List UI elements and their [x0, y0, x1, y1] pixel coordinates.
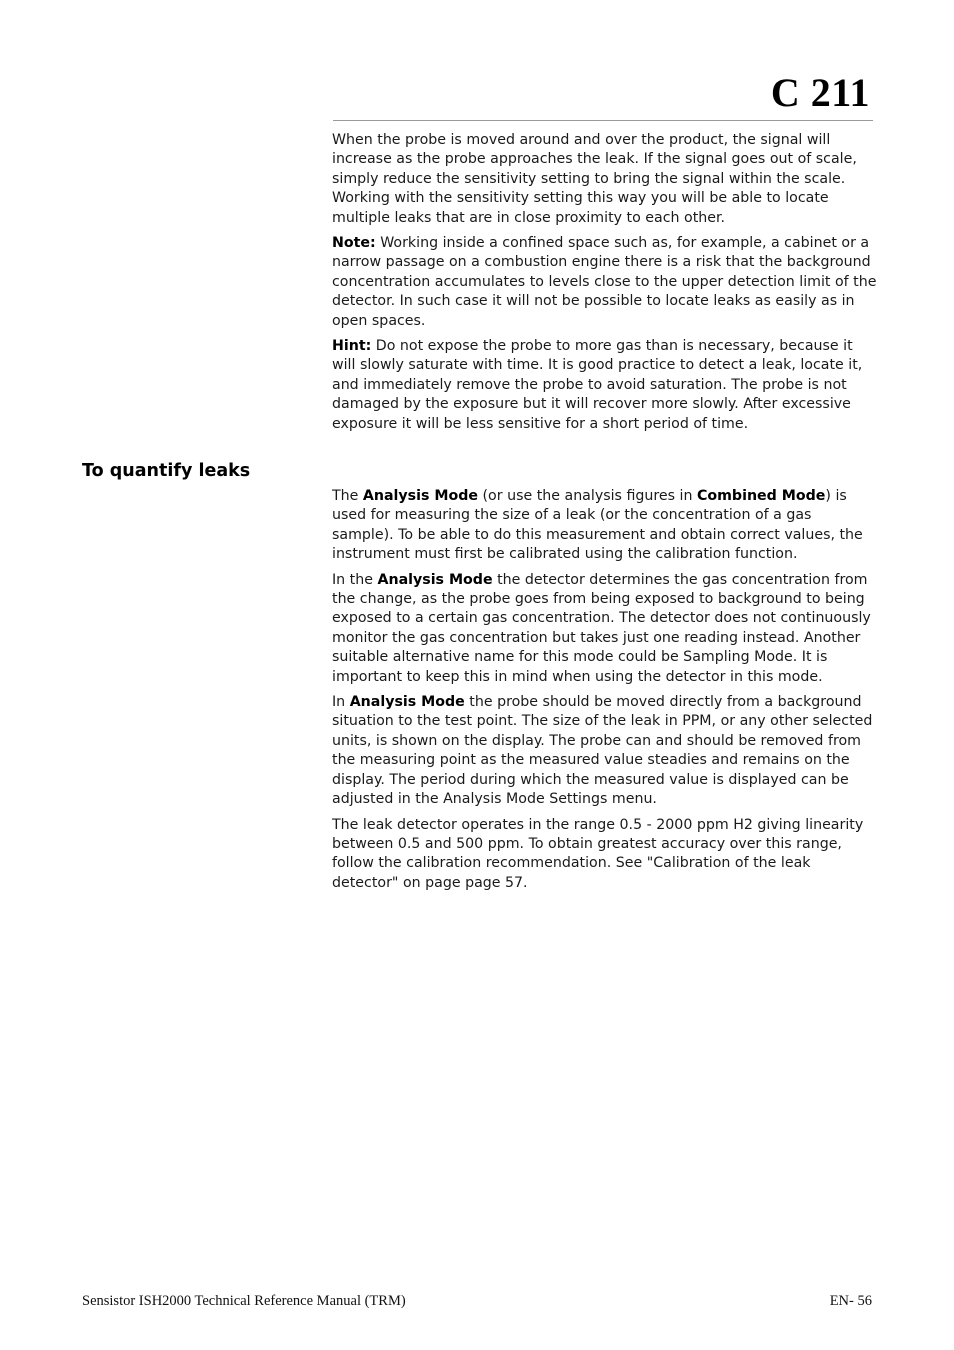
term-combined-mode: Combined Mode — [696, 488, 826, 504]
header-rule — [333, 120, 873, 121]
range-paragraph: The leak detector operates in the range 0.5 - 2000 ppm H2 giving linearity between 0.5 and 500 ppm. To obtain greatest accuracy over this range, follow the calibration recommendation. See "Calibration of the leak detector" on page page 57. — [332, 816, 864, 891]
text-run: the detector determines the gas concentration from the change, as the probe goes from being exposed to background to being exposed to a certain gas concentration. The detector does not continuously monitor the gas concentration but takes just one reading instead. Another suitable alternative name for this mode could be Sampling Mode. It is important to keep this in mind when using the detector in this mode. — [332, 571, 871, 685]
hint-label: Hint: — [332, 338, 372, 355]
intro-text — [332, 131, 877, 440]
note-label: Note: — [332, 235, 376, 252]
text-run: In — [332, 694, 350, 711]
hint-text: Do not expose the probe to more gas than is necessary, because it will slowly saturate with time. It is good practice to detect a leak, locate it, and immediately remove the probe to avoid saturation. The probe is not damaged by the exposure but it will recover more slowly. After excessive exposure it will be less sensitive for a short period of time. — [332, 338, 863, 432]
hint-paragraph — [332, 337, 877, 434]
term-analysis-mode: Analysis Mode — [362, 488, 479, 504]
footer-page-number: EN- 56 — [829, 1293, 872, 1309]
text-run: the probe should be moved directly from a background situation to the test point. The size of the leak in PPM, or any other selected units, is shown on the display. The probe can and should be removed from the measuring point as the measured value steadies and remains on the display. The period during which the measured value is displayed can be adjusted in the Analysis Mode Settings menu. — [332, 694, 873, 808]
text-run: ) is used for measuring the size of a leak (or the concentration of a gas sample). To be able to do this measurement and obtain correct values, the instrument must first be calibrated using the calibration function. — [332, 488, 863, 563]
analysis-mode-paragraph — [332, 487, 877, 565]
probe-paragraph — [332, 693, 877, 809]
text-run: In the — [332, 571, 378, 588]
detector-paragraph — [332, 571, 877, 687]
term-analysis-mode: Analysis Mode — [377, 571, 493, 588]
document-code: C 211 — [770, 70, 870, 115]
note-paragraph — [332, 234, 877, 331]
section-text — [332, 487, 877, 899]
section-heading: To quantify leaks — [82, 461, 251, 481]
intro-paragraph: When the probe is moved around and over the product, the signal will increase as the probe approaches the leak. If the signal goes out of scale, simply reduce the sensitivity setting to bring the signal within the scale. Working with the sensitivity setting this way you will be able to locate multiple leaks that are in close proximity to each other. — [332, 132, 857, 226]
footer-manual-title: Sensistor ISH2000 Technical Reference Manual (TRM) — [82, 1293, 406, 1309]
text-run: The — [332, 488, 363, 504]
note-text: Working inside a confined space such as, for example, a cabinet or a narrow passage on a combustion engine there is a risk that the background concentration accumulates to levels close to the upper detection limit of the detector. In such case it will not be possible to locate leaks as easily as in open spaces. — [332, 235, 877, 329]
text-run: (or use the analysis figures in — [478, 488, 697, 504]
term-analysis-mode: Analysis Mode — [349, 694, 465, 711]
